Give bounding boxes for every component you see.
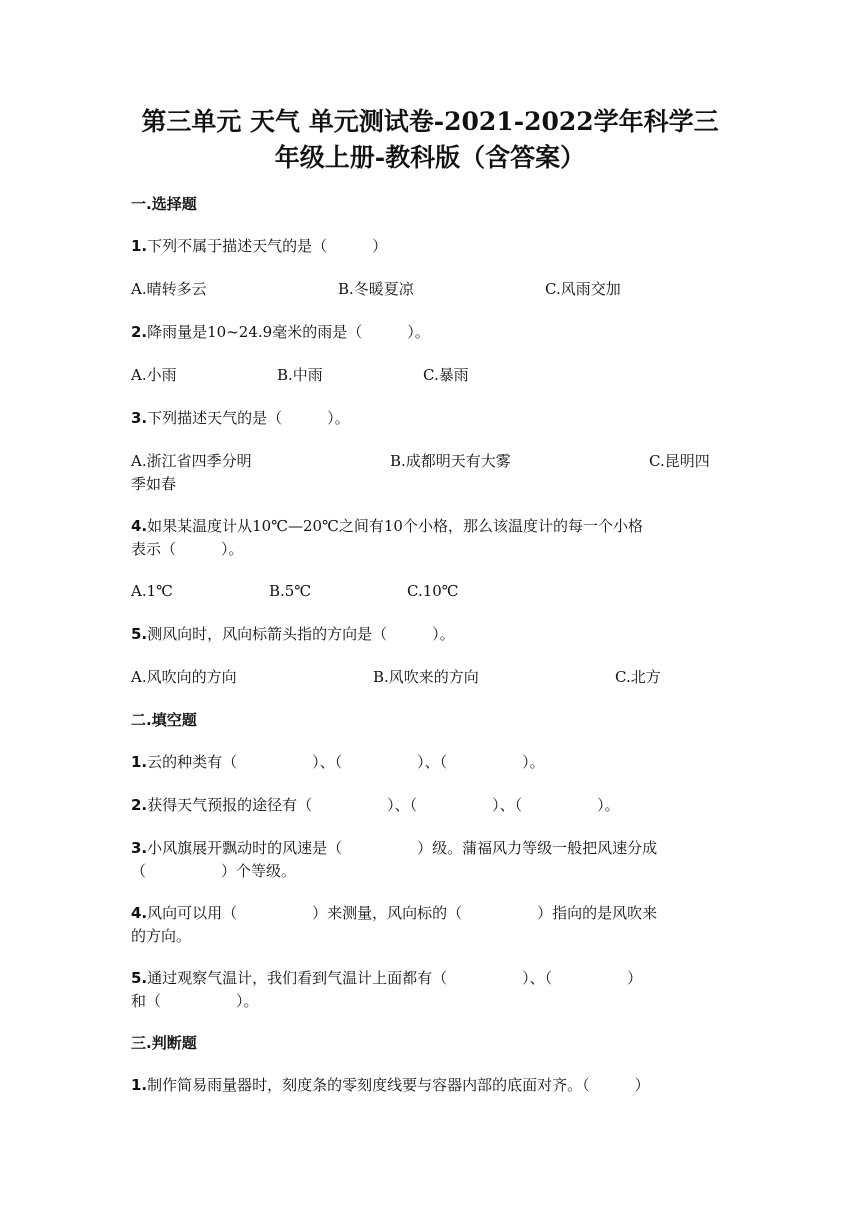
question: 3.小风旗展开飘动时的风速是（ ）级。蒲福风力等级一般把风速分成 （ ）个等级。 — [131, 839, 658, 880]
title-line-1: 第三单元 天气 单元测试卷-2021-2022学年科学三 — [141, 107, 719, 136]
option: B.5℃ — [269, 582, 312, 600]
question: 1.云的种类有（ ）、（ ）、（ ）。 — [131, 753, 545, 771]
question: 2.获得天气预报的途径有（ ）、（ ）、（ ）。 — [131, 796, 620, 814]
question: 1.下列不属于描述天气的是（ ） — [131, 237, 388, 255]
document-title — [0, 104, 860, 176]
option: A.晴转多云 — [131, 280, 207, 298]
option: A.小雨 — [131, 366, 177, 384]
question: 4.风向可以用（ ）来测量，风向标的（ ）指向的是风吹来 的方向。 — [131, 904, 658, 945]
option: C.暴雨 — [423, 366, 469, 384]
option: B.成都明天有大雾 — [390, 452, 511, 470]
option: B.冬暖夏凉 — [338, 280, 414, 298]
question: 5.通过观察气温计，我们看到气温计上面都有（ ）、（ ） 和（ ）。 — [131, 969, 643, 1010]
question: 4.如果某温度计从10℃—20℃之间有10个小格，那么该温度计的每一个小格 表示（ ）。 — [131, 517, 643, 558]
option: A.1℃ — [131, 582, 173, 600]
section-heading-fill: 二.填空题 — [131, 711, 197, 729]
option: C.北方 — [615, 668, 661, 686]
section-heading-choice: 一.选择题 — [131, 195, 197, 213]
question: 2.降雨量是10~24.9毫米的雨是（ ）。 — [131, 323, 430, 341]
title-line-2: 年级上册-教科版（含答案） — [274, 143, 586, 172]
option: B.风吹来的方向 — [373, 668, 479, 686]
option-wrap: 季如春 — [131, 475, 177, 493]
option: B.中雨 — [277, 366, 323, 384]
question: 1.制作简易雨量器时，刻度条的零刻度线要与容器内部的底面对齐。（ ） — [131, 1076, 650, 1094]
option: C.昆明四 — [649, 452, 710, 470]
option: C.风雨交加 — [545, 280, 621, 298]
option: A.浙江省四季分明 — [131, 452, 252, 470]
section-heading-judge: 三.判断题 — [131, 1034, 197, 1052]
option: C.10℃ — [407, 582, 459, 600]
question: 3.下列描述天气的是（ ）。 — [131, 409, 350, 427]
option: A.风吹向的方向 — [131, 668, 237, 686]
question: 5.测风向时，风向标箭头指的方向是（ ）。 — [131, 625, 455, 643]
